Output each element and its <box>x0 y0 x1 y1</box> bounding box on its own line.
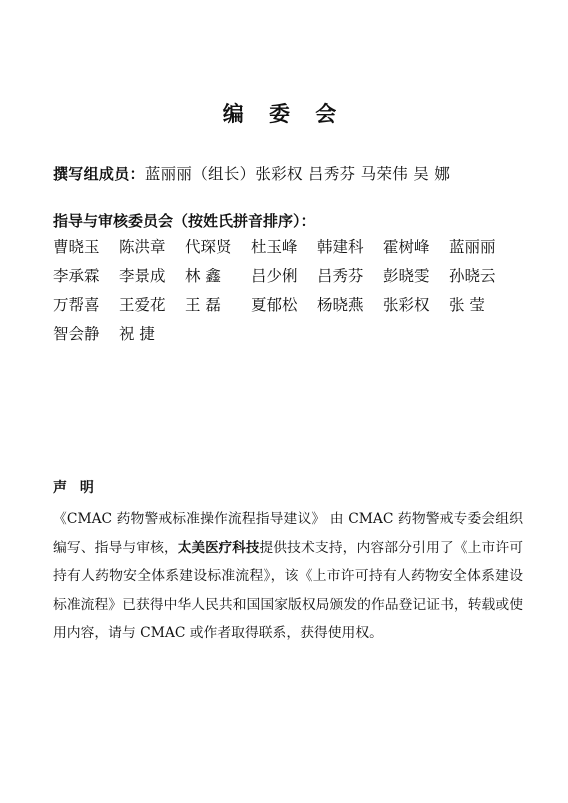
committee-member: 王 磊 <box>185 296 221 314</box>
committee-member: 杜玉峰 <box>251 238 298 256</box>
committee-member: 彭晓雯 <box>383 267 430 285</box>
committee-member: 王爱花 <box>119 296 166 314</box>
committee-member: 韩建科 <box>317 238 364 256</box>
committee-member: 陈洪章 <box>119 238 166 256</box>
authors-names: 蓝丽丽（组长）张彩权 吕秀芬 马荣伟 吴 娜 <box>144 165 451 183</box>
committee-member: 吕少俐 <box>251 267 298 285</box>
page-title: 编 委 会 <box>222 101 346 126</box>
declaration-highlight: 太美医疗科技 <box>177 539 260 556</box>
committee-member: 林 鑫 <box>185 267 221 285</box>
committee-members <box>53 235 523 351</box>
committee-member: 智会静 <box>53 325 100 343</box>
declaration-title: 声 明 <box>53 480 98 496</box>
committee-member: 曹晓玉 <box>53 238 100 256</box>
committee-member: 李承霖 <box>53 267 100 285</box>
committee-member: 代琛贤 <box>185 238 232 256</box>
committee-member: 蓝丽丽 <box>449 238 496 256</box>
committee-member: 杨晓燕 <box>317 296 364 314</box>
declaration-body <box>53 505 523 648</box>
committee-member: 万帮喜 <box>53 296 100 314</box>
committee-member: 吕秀芬 <box>317 267 364 285</box>
committee-member: 张彩权 <box>383 296 430 314</box>
authors-line <box>53 162 533 184</box>
declaration-text-part1: 《CMAC 药物警戒标准操作流程指导建议》 由 CMAC 药物警戒专委会组织编写、指导与审核， <box>53 511 523 556</box>
committee-member: 孙晓云 <box>449 267 496 285</box>
committee-member: 夏郁松 <box>251 296 298 314</box>
committee-member: 霍树峰 <box>383 238 430 256</box>
committee-member: 张 莹 <box>449 296 485 314</box>
committee-member: 祝 捷 <box>119 325 155 343</box>
committee-title: 指导与审核委员会（按姓氏拼音排序）： <box>53 212 316 230</box>
authors-label: 撰写组成员： <box>53 165 145 183</box>
committee-member: 李景成 <box>119 267 166 285</box>
declaration-text-part2: 提供技术支持，内容部分引用了《上市许可持有人药物安全体系建设标准流程》，该《上市许可持有人药物安全体系建设标准流程》已获得中华人民共和国国家版权局颁发的作品登记证书，转载或使用内容，请与 CMAC 或作者取得联系，获得使用权。 <box>53 539 524 641</box>
